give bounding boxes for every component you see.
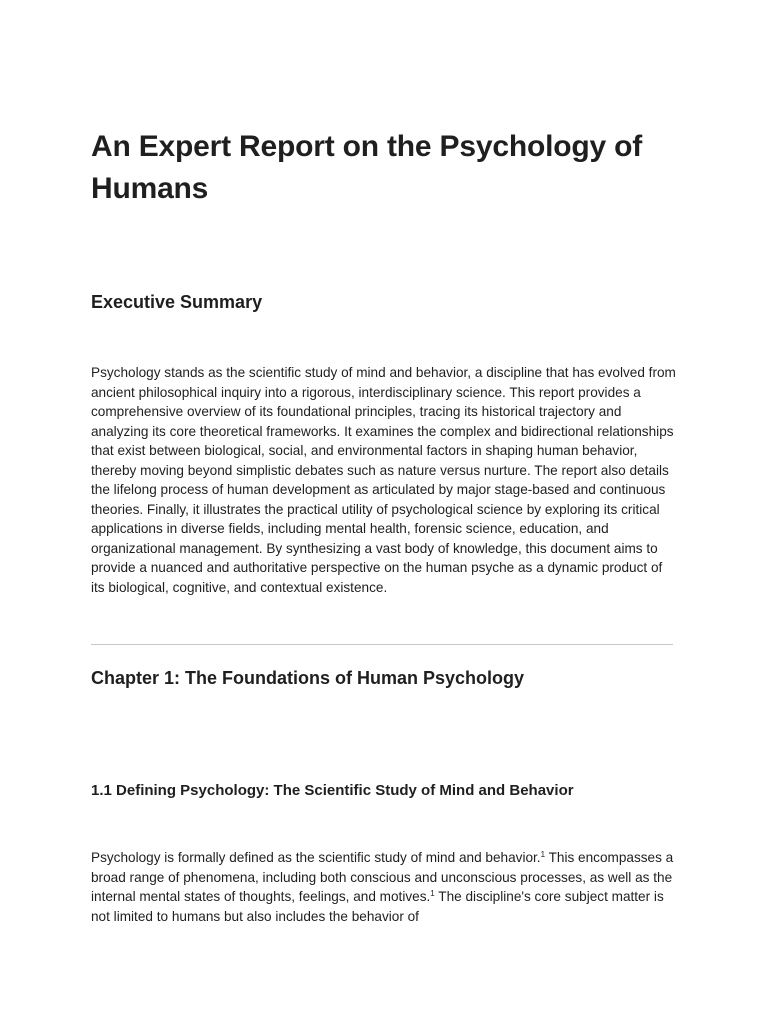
footnote-reference[interactable]: 1 [430,889,435,898]
executive-summary-heading: Executive Summary [91,292,263,312]
chapter-1-heading: Chapter 1: The Foundations of Human Psychology [91,668,525,688]
executive-summary-body: Psychology stands as the scientific study of mind and behavior, a discipline that has evolved from ancient philosophical inquiry into a rigorous, interdisciplinary science. This report provides a comprehensive overview of its foundational principles, tracing its historical trajectory and analyzing its core theoretical frameworks. It examines the complex and bidirectional relationships that exist between biological, social, and environmental factors in shaping human behavior, thereby moving beyond simplistic debates such as nature versus nurture. The report also details the lifelong process of human development as articulated by major stage-based and continuous theories. Finally, it illustrates the practical utility of psychological science by exploring its critical applications in diverse fields, including mental health, forensic science, education, and organizational management. By synthesizing a vast body of knowledge, this document aims to provide a nuanced and authoritative perspective on the human psyche as a dynamic product of its biological, cognitive, and contextual existence. [91,365,676,595]
section-1-1-text-part2: This encompasses a broad range of phenomena, including both conscious and unconscious processes, as well as the internal mental states of thoughts, feelings, and motives. [91,850,674,904]
section-1-1-text-part1: Psychology is formally defined as the scientific study of mind and behavior. [91,850,541,865]
document-title: An Expert Report on the Psychology of Humans [91,130,642,205]
section-divider [91,644,673,645]
footnote-reference[interactable]: 1 [540,850,546,859]
section-1-1-text-part3: The discipline's core subject matter is not limited to humans but also includes the behavior of [91,889,664,924]
section-1-1-body [91,848,679,926]
section-1-1-heading: 1.1 Defining Psychology: The Scientific Study of Mind and Behavior [91,782,574,799]
